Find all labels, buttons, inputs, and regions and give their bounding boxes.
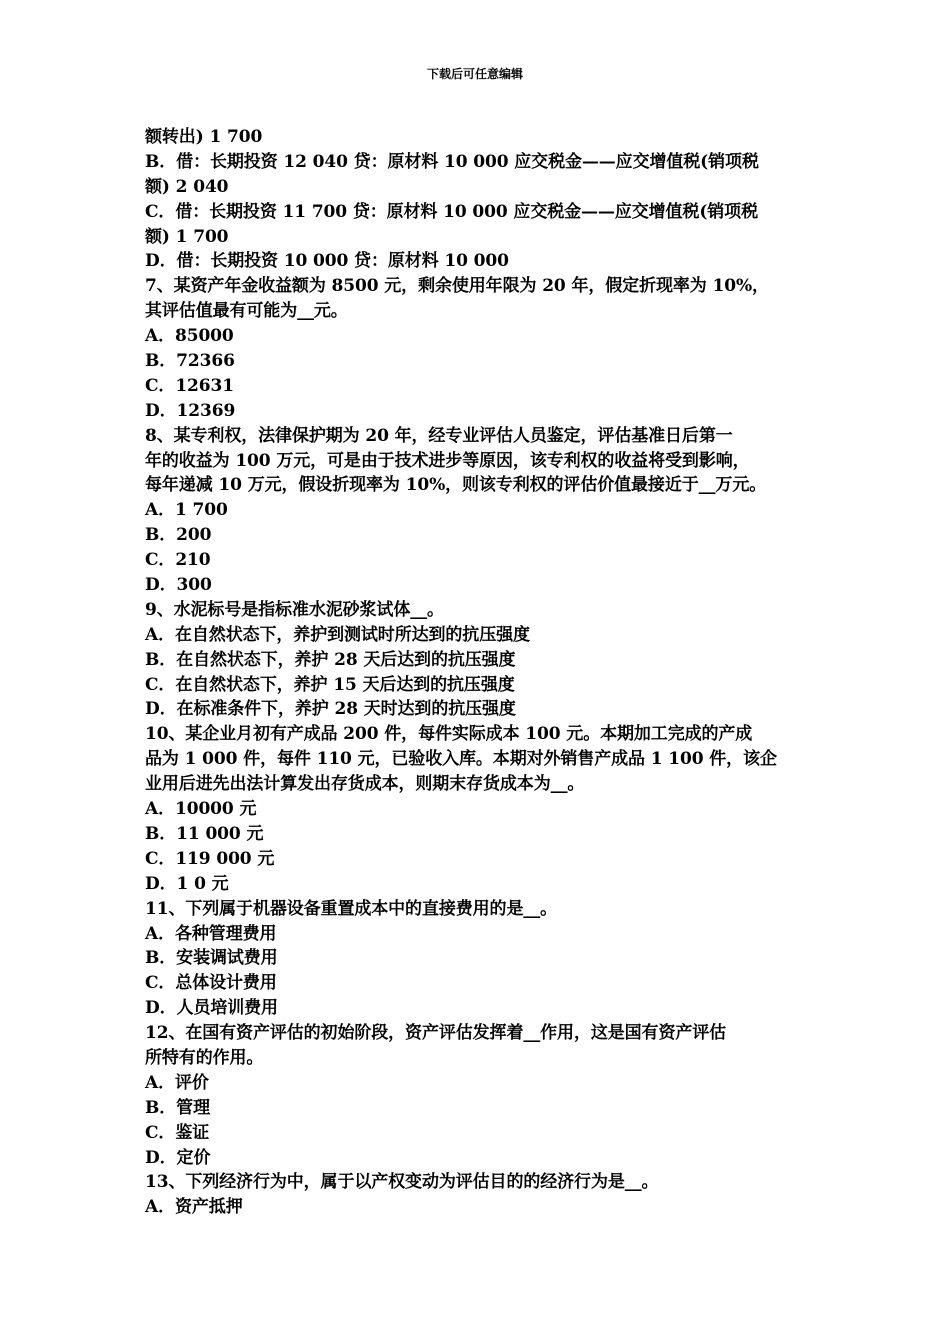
text-line: 其评估值最有可能为__元。 [145,301,348,322]
document-body [145,125,825,1220]
option-line: D．人员培训费用 [145,998,278,1019]
option-line: B．管理 [145,1097,210,1118]
option-line: C．12631 [145,375,234,396]
text-line: 所特有的作用。 [145,1047,264,1068]
option-line: D．定价 [145,1147,211,1168]
option-line: D．300 [145,575,212,596]
option-line: B．安装调试费用 [145,948,278,969]
option-line: A．各种管理费用 [145,923,277,944]
question-13: 13、下列经济行为中，属于以产权变动为评估目的的经济行为是__。 [145,1172,659,1193]
option-line: A．10000 元 [145,799,257,820]
text-line: 品为 1 000 件，每件 110 元，已验收入库。本期对外销售产成品 1 100 件，该企 [145,749,777,770]
question-12: 12、在国有资产评估的初始阶段，资产评估发挥着__作用，这是国有资产评估 [145,1023,727,1044]
question-11: 11、下列属于机器设备重置成本中的直接费用的是__。 [145,898,558,919]
text-line: 额转出) 1 700 [145,127,263,147]
text-line: 每年递减 10 万元，假设折现率为 10%，则该专利权的评估价值最接近于__万元。 [145,475,767,496]
option-line: C．总体设计费用 [145,973,277,994]
option-line: C．210 [145,550,211,571]
text-line: 业用后进先出法计算发出存货成本，则期末存货成本为__。 [145,774,585,795]
page-header: 下载后可任意编辑 [426,67,523,81]
question-8: 8、某专利权，法律保护期为 20 年，经专业评估人员鉴定，评估基准日后第一 [145,425,733,446]
text-line: B．借：长期投资 12 040 贷：原材料 10 000 应交税金——应交增值税(销项税 [145,151,759,172]
option-line: A．1 700 [145,500,228,521]
option-line: C．鉴证 [145,1122,210,1143]
text-line: D．借：长期投资 10 000 贷：原材料 10 000 [145,251,509,272]
text-line: 额) 2 040 [145,176,229,197]
option-line: B．200 [145,525,212,546]
option-line: B．在自然状态下，养护 28 天后达到的抗压强度 [145,649,516,670]
text-line: C．借：长期投资 11 700 贷：原材料 10 000 应交税金——应交增值税(销项税 [145,201,758,222]
text-line: 额) 1 700 [145,226,229,247]
option-line: C．119 000 元 [145,848,275,869]
option-line: C．在自然状态下，养护 15 天后达到的抗压强度 [145,674,515,695]
option-line: B．11 000 元 [145,823,264,844]
option-line: D．1 0 元 [145,873,229,894]
question-7: 7、某资产年金收益额为 8500 元，剩余使用年限为 20 年，假定折现率为 10%， [145,276,769,297]
option-line: A．资产抵押 [145,1197,243,1218]
question-9: 9、水泥标号是指标准水泥砂浆试体__。 [145,599,444,620]
text-line: 年的收益为 100 万元，可是由于技术进步等原因，该专利权的收益将受到影响， [145,450,750,471]
option-line: D．12369 [145,400,236,421]
option-line: A．在自然状态下，养护到测试时所达到的抗压强度 [145,624,530,645]
question-10: 10、某企业月初有产成品 200 件，每件实际成本 100 元。本期加工完成的产成 [145,724,753,745]
option-line: B．72366 [145,351,235,372]
option-line: A．85000 [145,326,234,347]
option-line: D．在标准条件下，养护 28 天时达到的抗压强度 [145,699,516,720]
option-line: A．评价 [145,1072,209,1093]
